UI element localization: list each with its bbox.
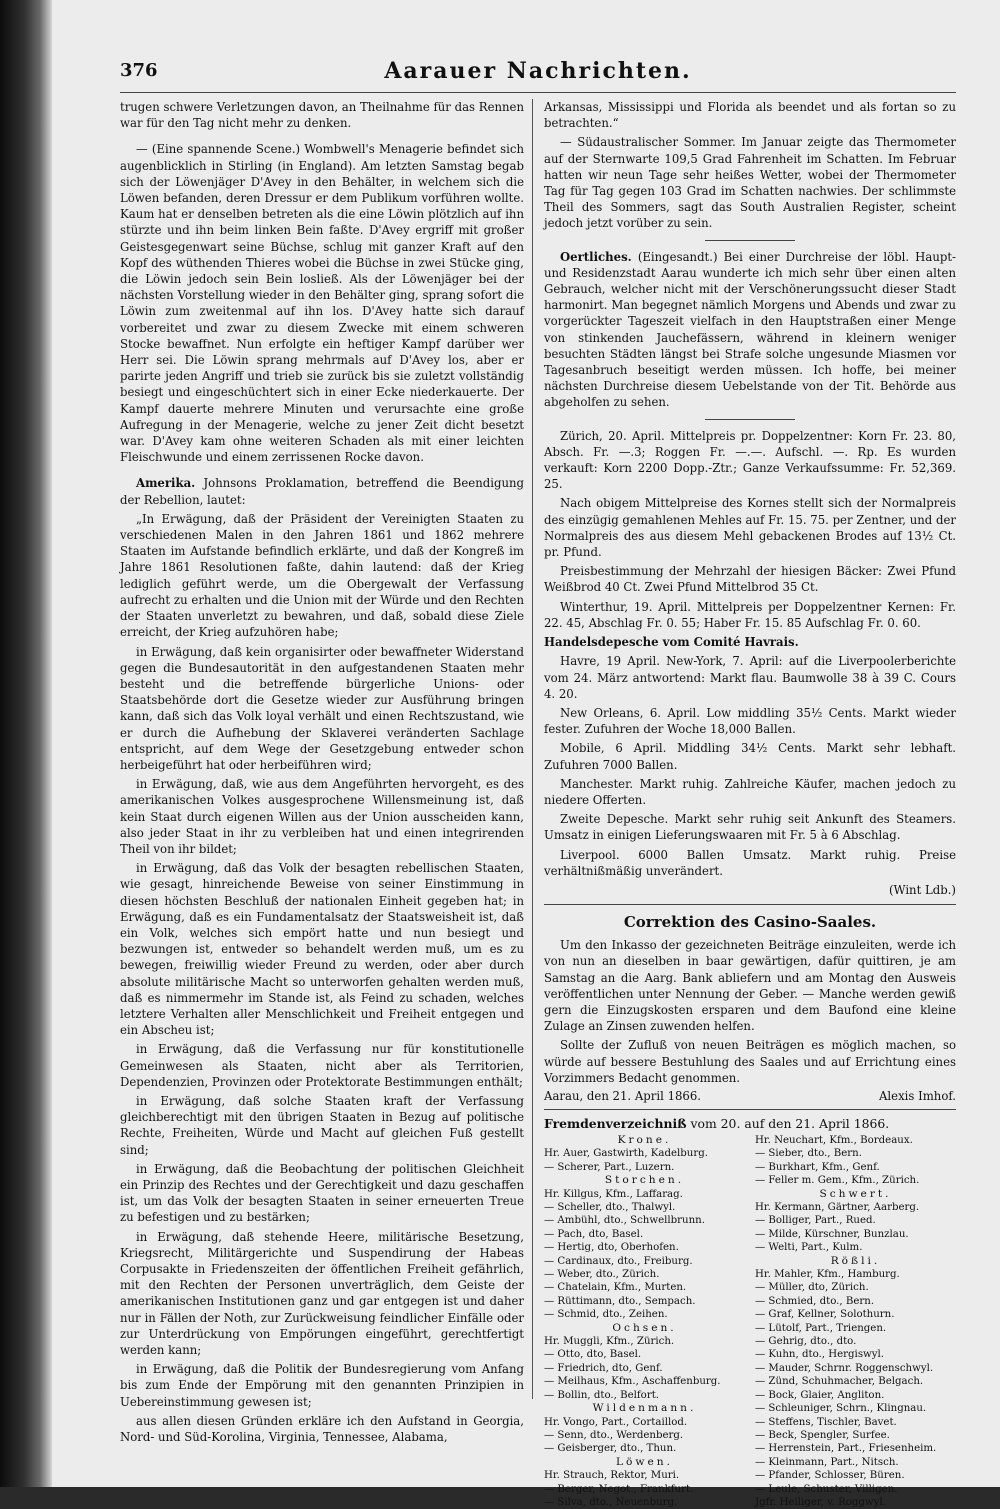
guest-entry: — Bock, Glaier, Angliton. [755, 1389, 885, 1401]
guest-entry: — Lütolf, Part., Triengen. [755, 1322, 887, 1334]
guest-entry: — Pach, dto, Basel. [544, 1228, 644, 1240]
intro-paragraph: trugen schwere Verletzungen davon, an Theilnahme für das Rennen war für den Tag nicht mehr zu denken. [120, 100, 524, 131]
guest-entry: Jgfr. Heiliger, v. Roggwyl. [755, 1496, 886, 1508]
hotel-name: Rößli. [830, 1254, 881, 1267]
hotel-name: Krone. [617, 1133, 672, 1146]
guest-list-left [544, 1134, 745, 1509]
guest-list-heading: Fremdenverzeichniß [544, 1115, 687, 1131]
masthead [120, 58, 956, 93]
guest-entry: Hr. Muggli, Kfm., Zürich. [544, 1336, 675, 1348]
guest-entry: — Welti, Part., Kulm. [755, 1242, 863, 1254]
guest-entry: Hr. Strauch, Rektor, Muri. [544, 1470, 680, 1482]
trade-report: Zweite Depesche. Markt sehr ruhig seit Ankunft des Steamers. Umsatz in einigen Lieferungswaaren mit Fr. 5 à 6 Abschlag. [544, 812, 956, 843]
trade-source: (Wint Ldb.) [888, 882, 956, 897]
trade-dispatch [544, 653, 956, 879]
trade-report: Havre, 19 April. New-York, 7. April: auf die Liverpoolerberichte vom 24. März antwortend: Markt flau. Baumwolle 38 à 39 C. Cours 4. 20. [544, 654, 956, 701]
notice-paragraph: Um den Inkasso der gezeichneten Beiträge einzuleiten, werde ich von nun an dieselben in baar gewärtigen, dafür quittiren, je am Samstag an die Aarg. Bank abliefern und am Montag den Ausweis veröffentlichen unter Nennung der Geber. — Manche werden gewiß gern die Einzugskosten ersparen und dem Baufond eine kleine Zulage an Zinsen zuwenden helfen. [544, 938, 956, 1034]
handels-heading-text: Handelsdepesche vom Comité Havrais. [544, 635, 799, 650]
left-column [120, 99, 524, 1451]
guest-entry: — Bollin, dto., Belfort. [544, 1389, 660, 1401]
guest-entry: — Zünd, Schuhmacher, Belgach. [755, 1376, 924, 1388]
proclamation-paragraph: in Erwägung, daß solche Staaten kraft der Verfassung gleichberechtigt mit den übrigen Staaten in Bezug auf politische Rechte, Freiheiten, Würde und Macht auf gleichen Fuß gestellt sind; [120, 1093, 524, 1157]
guest-entry: — Weber, dto., Zürich. [544, 1269, 660, 1281]
guest-entry: — Beck, Spengler, Surfee. [755, 1429, 890, 1441]
guest-entry: — Bolliger, Part., Rued. [755, 1215, 876, 1227]
hotel-name: Storchen. [604, 1174, 685, 1187]
newspaper-page [120, 58, 956, 1508]
guest-entry: — Schmied, dto., Bern. [755, 1295, 875, 1307]
oertliches-heading: Oertliches. [560, 249, 632, 264]
guest-entry: — Steffens, Tischler, Bavet. [755, 1416, 897, 1428]
guest-entry: — Scherer, Part., Luzern. [544, 1161, 675, 1173]
guest-entry: — Kuhn, dto., Hergiswyl. [755, 1349, 885, 1361]
guest-entry: — Hertig, dto, Oberhofen. [544, 1242, 679, 1254]
guest-entry: — Müller, dto, Zürich. [755, 1282, 869, 1294]
amerika-article-intro [120, 475, 524, 507]
book-binding-edge [0, 0, 52, 1487]
section-divider [705, 419, 795, 420]
oertliches-article [544, 249, 956, 411]
trade-report: Manchester. Markt ruhig. Zahlreiche Käufer, machen jedoch zu niedere Offerten. [544, 776, 956, 807]
guest-entry: — Herrenstein, Part., Friesenheim. [755, 1443, 937, 1455]
proclamation-paragraph: in Erwägung, daß die Politik der Bundesregierung vom Anfang bis zum Ende der Empörung mit den genannten Prinzipien in Uebereinstimmung gewesen ist; [120, 1362, 524, 1409]
guest-entry: — Geisberger, dto., Thun. [544, 1443, 677, 1455]
trade-report: New Orleans, 6. April. Low middling 35½ Cents. Markt wieder fester. Zufuhren der Woche 18,000 Ballen. [544, 705, 956, 737]
guest-list [544, 1134, 956, 1509]
notice-signature: Alexis Imhof. [878, 1088, 956, 1103]
proclamation-paragraph: in Erwägung, daß die Beobachtung der politischen Gleichheit ein Prinzip des Rechtes und der Gerechtigkeit und dazu geschaffen ist, um das Volk der besagten Staaten in seiner erneuerten Treue zu befestigen und zu bestärken; [120, 1161, 524, 1225]
guest-list-title [544, 1116, 956, 1131]
guest-entry: Hr. Auer, Gastwirth, Kadelburg. [544, 1148, 709, 1160]
market-report: Nach obigem Mittelpreise des Kornes stellt sich der Normalpreis des einzügig gemahlenen Mehles auf Fr. 15. 75. per Zentner, und der Normalpreis des aus diesem Mehl gebackenen Brodes auf 13½ Ct. pr. Pfund. [544, 496, 956, 560]
market-reports [544, 428, 956, 631]
guest-entry: Hr. Neuchart, Kfm., Bordeaux. [755, 1134, 913, 1146]
guest-entry: — Berger, Negot., Frankfurt. [544, 1483, 694, 1495]
hotel-name: Wildenmann. [592, 1402, 697, 1415]
guest-entry: — Graf, Kellner, Solothurn. [755, 1309, 895, 1321]
proclamation-paragraph: aus allen diesen Gründen erkläre ich den Aufstand in Georgia, Nord- und Süd-Korolina, Virginia, Tennessee, Alabama, [120, 1413, 524, 1445]
paper-title: Aarauer Nachrichten. [384, 58, 692, 84]
page-number: 376 [120, 60, 158, 81]
hotel-name: Schwert. [819, 1187, 892, 1200]
guest-entry: — Scheller, dto., Thalwyl. [544, 1202, 676, 1213]
guest-entry: — Friedrich, dto, Genf. [544, 1362, 663, 1374]
proclamation [120, 511, 524, 1445]
guest-entry: — Sieber, dto., Bern. [755, 1148, 862, 1160]
guest-entry: — Burkhart, Kfm., Genf. [755, 1161, 880, 1173]
guest-entry: — Schleuniger, Schrn., Klingnau. [755, 1403, 927, 1415]
guest-list-right [755, 1134, 956, 1509]
guest-list-date: vom 20. auf den 21. April 1866. [690, 1115, 890, 1131]
section-divider [544, 904, 956, 905]
columns [120, 93, 956, 1508]
guest-entry: — Ambühl, dto., Schwellbrunn. [544, 1215, 705, 1227]
hotel-name: Ochsen. [612, 1321, 677, 1334]
guest-entry: — Otto, dto, Basel. [544, 1349, 642, 1361]
casino-notice-title: Correktion des Casino-Saales. [623, 913, 877, 932]
guest-entry: Hr. Killgus, Kfm., Laffarag. [544, 1188, 683, 1200]
notice-place-date: Aarau, den 21. April 1866. [544, 1088, 702, 1103]
amerika-intro-text: Johnsons Proklamation, betreffend die Beendigung der Rebellion, lautet: [120, 476, 524, 507]
handels-heading [544, 634, 956, 650]
guest-entry: — Rüttimann, dto., Sempach. [544, 1295, 696, 1307]
proclamation-paragraph: in Erwägung, daß die Verfassung nur für konstitutionelle Gemeinwesen als Staaten, nicht aber als Territorien, Dependenzien, Provinzen oder Protektorate Bestimmungen enthält; [120, 1042, 524, 1089]
sommer-article: — Südaustralischer Sommer. Im Januar zeigte das Thermometer auf der Sternwarte 109,5 Grad Fahrenheit im Schatten. Im Februar hatten wir neun Tage sehr heißes Wetter, wobei der Thermometer Tag für Tag gegen 103 Grad im Schatten nachwies. Der schlimmste Theil des Sommers, sagt das South Australien Register, scheint jedoch jetzt vorüber zu sein. [544, 135, 956, 231]
notice-paragraph: Sollte der Zufluß von neuen Beiträgen es möglich machen, so würde auf bessere Bestuhlung des Saales und auf Errichtung eines Vorzimmers Bedacht genommen. [544, 1038, 956, 1085]
casino-notice-signature-line [544, 1089, 956, 1103]
guest-entry: — Gehrig, dto., dto. [755, 1336, 857, 1348]
guest-entry: Hr. Vongo, Part., Cortaillod. [544, 1416, 688, 1428]
guest-entry: — Kleinmann, Part., Nitsch. [755, 1456, 899, 1468]
proclamation-paragraph: in Erwägung, daß, wie aus dem Angeführten hervorgeht, es des amerikanischen Volkes ausgesprochene Willensmeinung ist, daß kein Staat durch eigenen Willen aus der Union ausscheiden kann, also jeder Staat in ihr zu verbleiben hat und einen integrirenden Theil von ihr bildet; [120, 777, 524, 856]
guest-entry: — Pfander, Schlosser, Büren. [755, 1470, 905, 1482]
guest-entry: — Meilhaus, Kfm., Aschaffenburg. [544, 1376, 721, 1388]
guest-entry: — Chatelain, Kfm., Murten. [544, 1282, 687, 1294]
trade-report: Liverpool. 6000 Ballen Umsatz. Markt ruhig. Preise verhältnißmäßig unverändert. [544, 847, 956, 878]
guest-entry: — Schmid, dto., Zeihen. [544, 1309, 668, 1321]
market-report: Winterthur, 19. April. Mittelpreis per Doppelzentner Kernen: Fr. 22. 45, Abschlag Fr. 0. 55; Haber Fr. 15. 85 Aufschlag Fr. 0. 60. [544, 599, 956, 630]
guest-entry: Hr. Mahler, Kfm., Hamburg. [755, 1269, 900, 1281]
guest-entry: — Leule, Schuster, Villigen. [755, 1483, 898, 1495]
continuation-paragraph: Arkansas, Mississippi und Florida als beendet und als fortan so zu betrachten.“ [544, 100, 956, 131]
guest-entry: — Mauder, Schrnr. Roggenschwyl. [755, 1362, 934, 1374]
market-report: Preisbestimmung der Mehrzahl der hiesigen Bäcker: Zwei Pfund Weißbrod 40 Ct. Zwei Pfund Mittelbrod 35 Ct. [544, 564, 956, 595]
right-column [544, 99, 956, 1508]
oertliches-text: (Eingesandt.) Bei einer Durchreise der löbl. Haupt- und Residenzstadt Aarau wunderte ich mich sehr über einen alten Gebrauch, welcher nicht mit der Verschönerungssucht dieser Stadt harmonirt. Man begegnet nämlich Morgens und Abends und zwar zu vorgerückter Tageszeit vielfach in den Hauptstraßen einer Menge von stinkenden Jauchefässern, während in kleinern weniger besuchten Städten längst bei Strafe solche ungesunde Miasmen vor Tagesanbruch beseitigt werden müssen. Ich hoffe, bei meiner nächsten Durchreise diesem Uebelstande von der Tit. Behörde aus abgeholfen zu sehen. [544, 249, 956, 410]
proclamation-paragraph: in Erwägung, daß kein organisirter oder bewaffneter Widerstand gegen die Bundesautorität in den aufgestandenen Staaten mehr besteht und die betreffende bürgerliche Unions- oder Staatsbehörde dort die Gesetze wieder zur Ausführung bringen kann, daß sich das Volk loyal verhält und einen Rechtszustand, wie er durch die Aufhebung der Sklaverei veränderten Sachlage entspricht, auf dem Wege der Gesetzgebung entweder schon herbeigeführt hat oder herbeiführen wird; [120, 644, 524, 772]
guest-entry: Hr. Kermann, Gärtner, Aarberg. [755, 1202, 920, 1213]
proclamation-paragraph: in Erwägung, daß stehende Heere, militärische Besetzung, Kriegsrecht, Militärgerichte und Suspendirung der Habeas Corpusakte in Friedenszeiten der öffentlichen Freiheit gefährlich, mit den Rechten der Personen unverträglich, dem Geiste der amerikanischen Institutionen ganz und gar entgegen ist und daher nur in Fällen der Noth, zur Zurückweisung feindlicher Einfälle oder zur Unterdrückung von Empörungen eingeführt, gerechtfertigt werden kann; [120, 1229, 524, 1358]
guest-entry: — Milde, Kürschner, Bunzlau. [755, 1228, 909, 1240]
amerika-heading: Amerika. [136, 476, 196, 491]
casino-notice [544, 937, 956, 1086]
menagerie-article: — (Eine spannende Scene.) Wombwell's Menagerie befindet sich augenblicklich in Stirling (in England). Am letzten Samstag begab sich der Löwenjäger D'Avey in den Behälter, in welchem sich die Löwen befanden, deren Dressur er dem Publikum vorführen wollte. Kaum hat er denselben betreten als die eine Löwin plötzlich auf ihn stürzte und ihn beim linken Bein faßte. D'Avey ergriff mit großer Geistesgegenwart seine Büchse, schlug mit ganzer Kraft auf den Kopf des wüthenden Thieres wobei die Büchse in zwei Stücke ging, die Löwin jedoch sein Bein losließ. Als der Löwenjäger bei der nächsten Vorstellung wieder in den Behälter ging, sprang sofort die Löwin zum zweitenmal auf ihn los. D'Avey hatte sich darauf vorbereitet und zwar zu diesem Zwecke mit einem schweren Stocke bewaffnet. Nun erfolgte ein heftiger Kampf darüber wer Herr sei. Die Löwin sprang mehrmals auf D'Avey los, aber er parirte jeden Angriff und trieb sie zurück bis sie zuletzt vollständig besiegt und eingeschüchtert sich in einer Ecke niederkauerte. Der Kampf dauerte mehrere Minuten und verursachte eine große Aufregung in der Menagerie, welche zu jener Zeit dicht besetzt war. D'Avey kam ohne weiteren Schaden als mit einer leichten Fleischwunde und einem zerrissenen Rocke davon. [120, 142, 524, 465]
hotel-name: Löwen. [616, 1455, 673, 1468]
guest-entry: — Feller m. Gem., Kfm., Zürich. [755, 1175, 920, 1187]
proclamation-paragraph: in Erwägung, daß das Volk der besagten rebellischen Staaten, wie gesagt, hinreichende Beweise von seiner Einstimmung in diesen höchsten Beschluß der nationalen Einheit gegeben hat; in Erwägung, daß es ein Fundamentalsatz der Staatsweisheit ist, daß ein Volk, welches sich empört hatte und nun besiegt und bezwungen ist, entweder so behandelt werden muß, um es zu bewegen, freiwillig wieder Freund zu werden, oder aber durch absolute militärische Macht so unterworfen gehalten werden muß, daß es nimmermehr im Stande ist, als Feind zu schaden, welches letztere Verhalten aller Menschlichkeit und Freiheit entgegen und ein Abscheu ist; [120, 861, 524, 1038]
section-divider [705, 240, 795, 241]
market-report: Zürich, 20. April. Mittelpreis pr. Doppelzentner: Korn Fr. 23. 80, Absch. Fr. —.3; Roggen Fr. —.—. Aufschl. —. Rp. Es wurden verkauft: Korn 2200 Dopp.-Ztr.; Ganze Verkaufssumme: Fr. 52,369. 25. [544, 428, 956, 492]
guest-entry: — Silva, dto., Neuenburg. [544, 1496, 678, 1508]
guest-entry: — Cardinaux, dto., Freiburg. [544, 1255, 693, 1267]
proclamation-paragraph: „In Erwägung, daß der Präsident der Vereinigten Staaten zu verschiedenen Malen in den Jahren 1861 und 1862 mehrere Staaten im Aufstande befindlich erklärte, und daß der Kongreß im Jahre 1861 Resolutionen faßte, dahin lautend: daß der Krieg lediglich geführt werde, um die Obergewalt der Verfassung aufrecht zu erhalten und die Union mit der Würde und den Rechten der Staaten unverletzt zu bewahren, und daß, sobald diese Ziele erreicht, der Krieg aufzuhören habe; [120, 511, 524, 640]
section-divider [544, 1109, 956, 1110]
column-divider [532, 99, 533, 1399]
guest-entry: — Senn, dto., Werdenberg. [544, 1429, 684, 1441]
trade-report: Mobile, 6 April. Middling 34½ Cents. Markt sehr lebhaft. Zufuhren 7000 Ballen. [544, 741, 956, 772]
